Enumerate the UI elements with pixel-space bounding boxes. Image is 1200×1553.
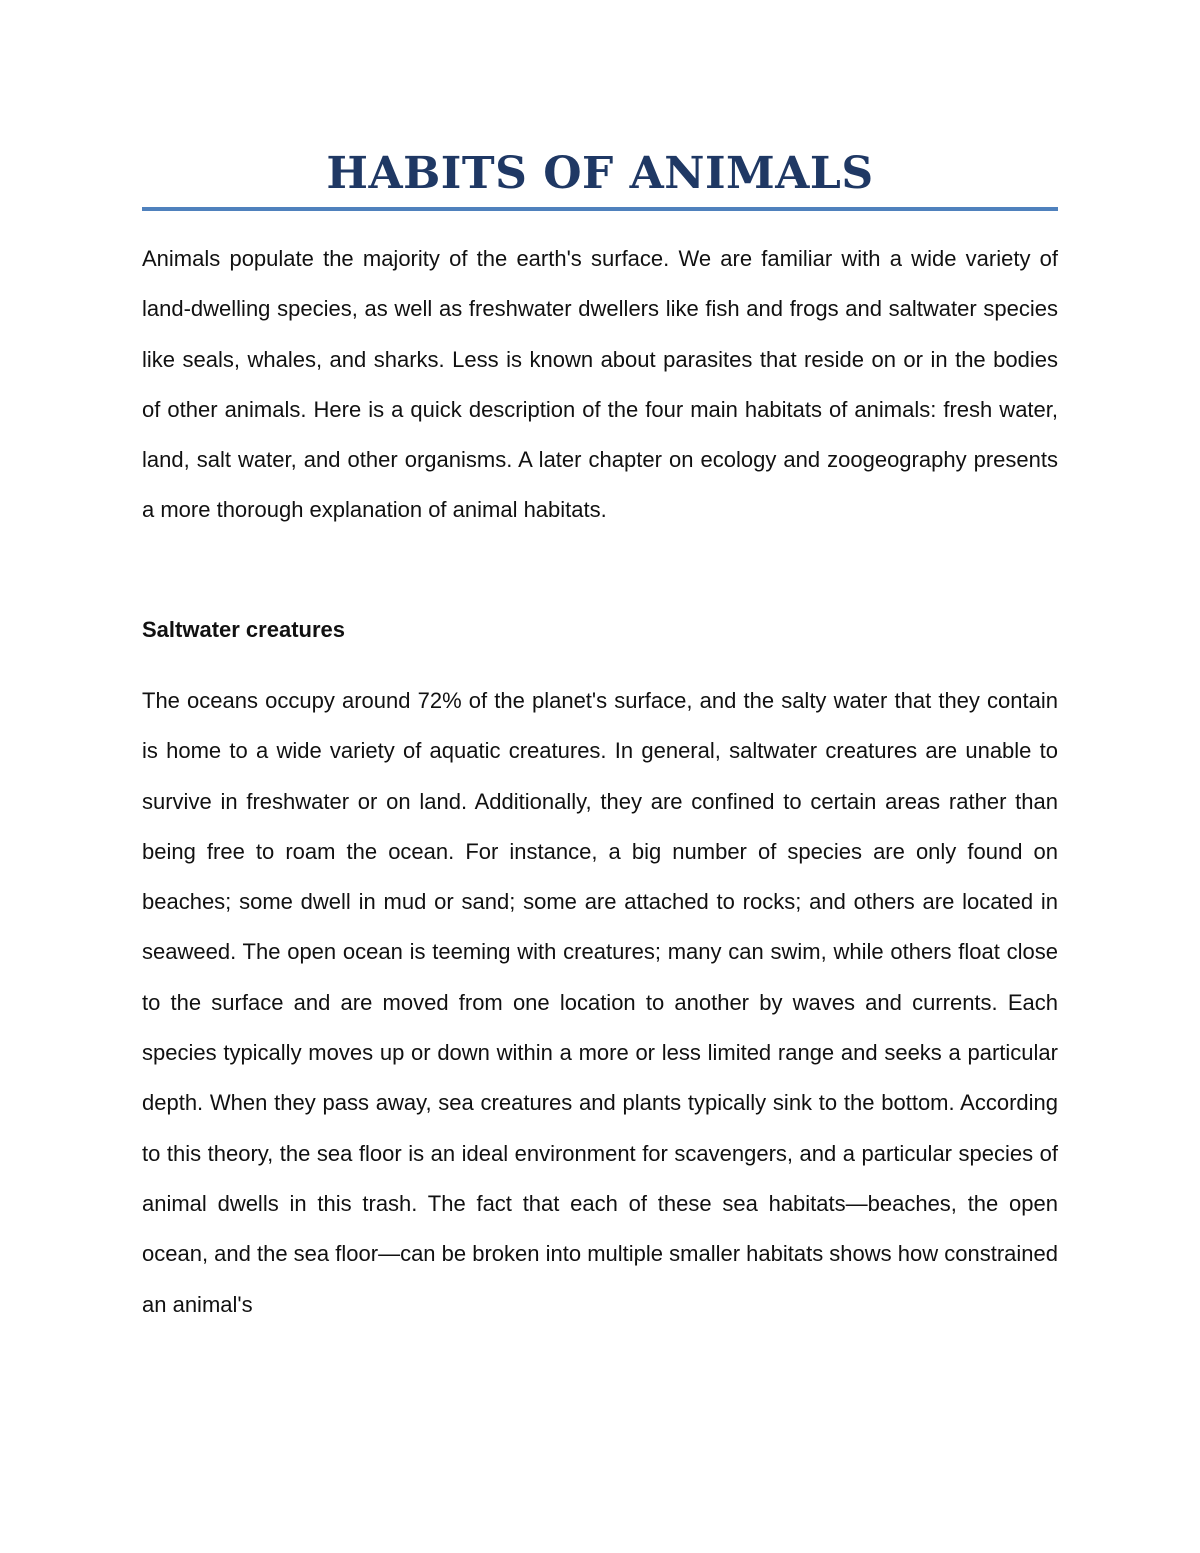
section-paragraph: The oceans occupy around 72% of the planet's surface, and the salty water that they contain is home to a wide variety of aquatic creatures. In general, saltwater creatures are unable to survive in freshwater or on land. Additionally, they are confined to certain areas rather than being free to roam the ocean. For instance, a big number of species are only found on beaches; some dwell in mud or sand; some are attached to rocks; and others are located in seaweed. The open ocean is teeming with creatures; many can swim, while others float close to the surface and are moved from one location to another by waves and currents. Each species typically moves up or down within a more or less limited range and seeks a particular depth. When they pass away, sea creatures and plants typically sink to the bottom. According to this theory, the sea floor is an ideal environment for scavengers, and a particular species of animal dwells in this trash. The fact that each of these sea habitats—beaches, the open ocean, and the sea floor—can be broken into multiple smaller habitats shows how constrained an animal's xyxy=(142,688,1058,1317)
section-heading: Saltwater creatures xyxy=(142,617,345,642)
title-underline-rule xyxy=(142,207,1058,211)
intro-paragraph: Animals populate the majority of the earth's surface. We are familiar with a wide variety of land-dwelling species, as well as freshwater dwellers like fish and frogs and saltwater species like seals, whales, and sharks. Less is known about parasites that reside on or in the bodies of other animals. Here is a quick description of the four main habitats of animals: fresh water, land, salt water, and other organisms. A later chapter on ecology and zoogeography presents a more thorough explanation of animal habitats. xyxy=(142,246,1058,523)
document-title: HABITS OF ANIMALS xyxy=(326,148,874,199)
